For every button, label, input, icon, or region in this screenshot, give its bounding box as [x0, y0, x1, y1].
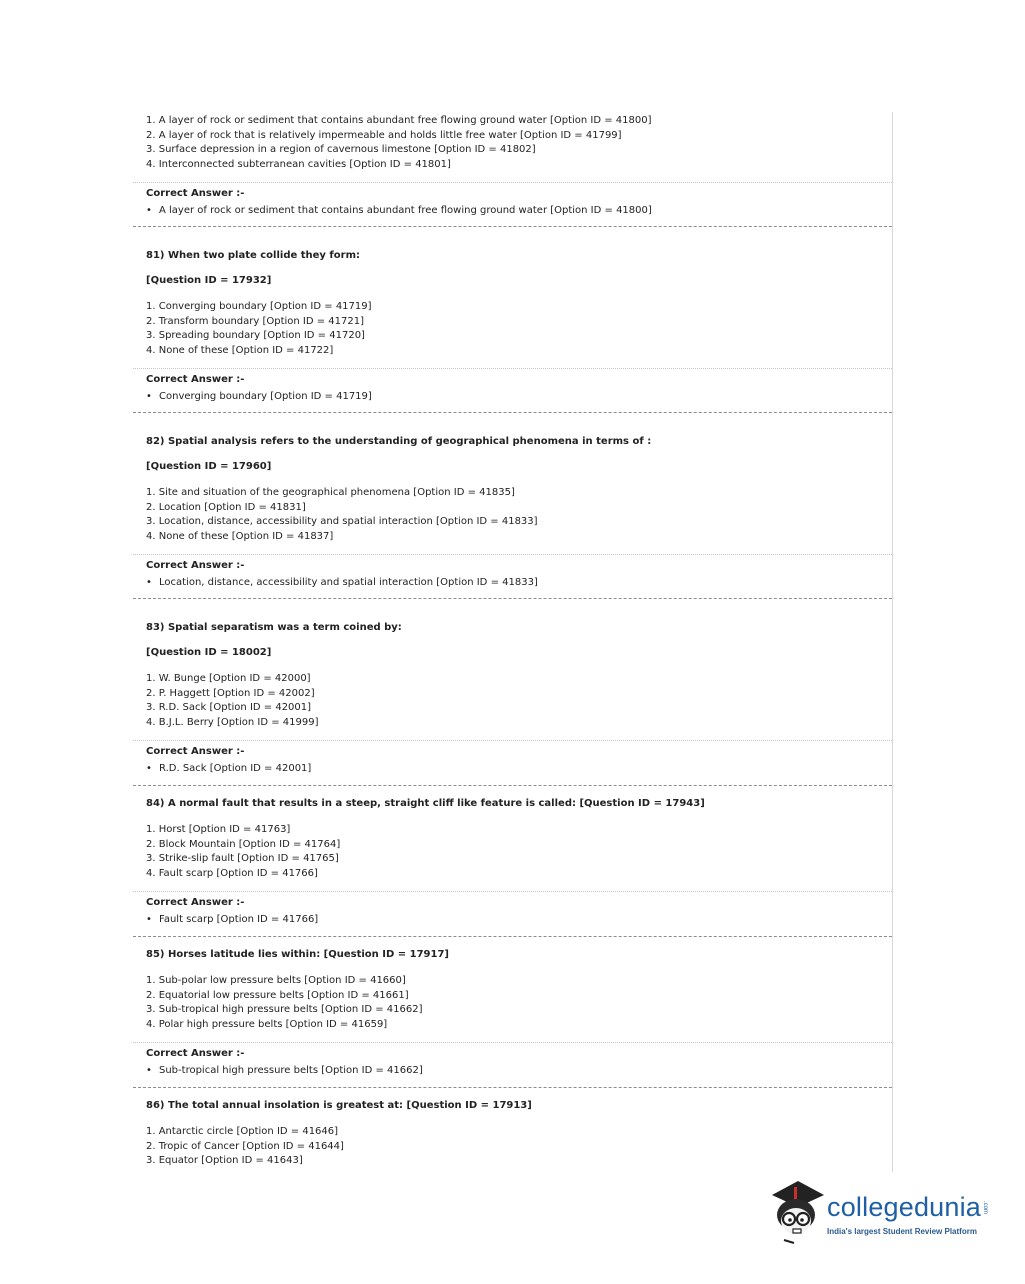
- question-title: 82) Spatial analysis refers to the understanding of geographical phenomena in terms of :: [146, 436, 652, 447]
- option: 1. W. Bunge [Option ID = 42000]: [146, 673, 311, 684]
- correct-answer: • R.D. Sack [Option ID = 42001]: [146, 763, 312, 774]
- option: 4. Polar high pressure belts [Option ID = 41659]: [146, 1018, 388, 1030]
- question-id: [Question ID = 17960]: [146, 461, 272, 472]
- question-title: 84) A normal fault that results in a steep, straight cliff like feature is called: [Question ID = 17943]: [146, 798, 705, 809]
- option: 1. Antarctic circle [Option ID = 41646]: [146, 1126, 339, 1137]
- correct-answer-label: Correct Answer :-: [146, 560, 245, 571]
- option: 1. Horst [Option ID = 41763]: [146, 824, 291, 835]
- option: 1. A layer of rock or sediment that contains abundant free flowing ground water [Option ID = 41800]: [146, 115, 652, 126]
- question-separator: [133, 1087, 892, 1088]
- divider: [133, 368, 892, 369]
- question-paper: [133, 112, 893, 1172]
- correct-answer: • Sub-tropical high pressure belts [Option ID = 41662]: [146, 1065, 423, 1076]
- option: 2. Transform boundary [Option ID = 41721]: [146, 315, 365, 327]
- option: 2. A layer of rock that is relatively impermeable and holds little free water [Option ID = 41799]: [146, 129, 622, 141]
- option: 2. P. Haggett [Option ID = 42002]: [146, 687, 315, 699]
- correct-answer: • Converging boundary [Option ID = 41719]: [146, 391, 372, 402]
- question-title: 86) The total annual insolation is greatest at: [Question ID = 17913]: [146, 1100, 532, 1111]
- correct-answer-label: Correct Answer :-: [146, 1048, 245, 1059]
- correct-answer: • Location, distance, accessibility and spatial interaction [Option ID = 41833]: [146, 577, 538, 588]
- correct-answer-label: Correct Answer :-: [146, 746, 245, 757]
- option: 3. Strike-slip fault [Option ID = 41765]: [146, 853, 339, 865]
- option-list: [146, 486, 538, 544]
- option: 2. Tropic of Cancer [Option ID = 41644]: [146, 1140, 344, 1152]
- question-separator: [133, 226, 892, 227]
- correct-answer-label: Correct Answer :-: [146, 897, 245, 908]
- correct-answer-label: Correct Answer :-: [146, 188, 245, 199]
- option: 1. Converging boundary [Option ID = 41719]: [146, 301, 372, 312]
- correct-answer: • Fault scarp [Option ID = 41766]: [146, 914, 319, 925]
- option: 3. R.D. Sack [Option ID = 42001]: [146, 702, 312, 714]
- option-list: [146, 672, 319, 730]
- logo-domain-suffix: .com: [982, 1201, 988, 1215]
- correct-answer-text: Fault scarp [Option ID = 41766]: [159, 914, 319, 925]
- correct-answer-text: Location, distance, accessibility and spatial interaction [Option ID = 41833]: [159, 577, 538, 588]
- divider: [133, 740, 892, 741]
- correct-answer-text: R.D. Sack [Option ID = 42001]: [159, 763, 312, 774]
- option: 4. None of these [Option ID = 41837]: [146, 530, 334, 542]
- logo-tagline: India's largest Student Review Platform: [827, 1227, 977, 1236]
- question-title: 83) Spatial separatism was a term coined by:: [146, 622, 402, 633]
- option: 4. B.J.L. Berry [Option ID = 41999]: [146, 716, 319, 728]
- option: 3. Spreading boundary [Option ID = 41720]: [146, 330, 365, 342]
- divider: [133, 1042, 892, 1043]
- option: 3. Equator [Option ID = 41643]: [146, 1155, 303, 1167]
- question-title: 81) When two plate collide they form:: [146, 250, 361, 261]
- mascot-icon: [768, 1177, 828, 1247]
- question-id: [Question ID = 17932]: [146, 275, 272, 286]
- question-separator: [133, 412, 892, 413]
- collegedunia-logo[interactable]: [768, 1177, 993, 1247]
- option: 3. Sub-tropical high pressure belts [Option ID = 41662]: [146, 1004, 423, 1016]
- divider: [133, 891, 892, 892]
- option: 3. Location, distance, accessibility and spatial interaction [Option ID = 41833]: [146, 516, 538, 528]
- option: 4. Fault scarp [Option ID = 41766]: [146, 867, 318, 879]
- option-list: [146, 114, 652, 172]
- option-list: [146, 1125, 344, 1169]
- correct-answer-text: Converging boundary [Option ID = 41719]: [159, 391, 372, 402]
- option: 4. None of these [Option ID = 41722]: [146, 344, 334, 356]
- option: 2. Location [Option ID = 41831]: [146, 501, 306, 513]
- option: 3. Surface depression in a region of cavernous limestone [Option ID = 41802]: [146, 144, 536, 156]
- question-id: [Question ID = 18002]: [146, 647, 272, 658]
- option-list: [146, 823, 340, 881]
- option: 2. Block Mountain [Option ID = 41764]: [146, 838, 341, 850]
- divider: [133, 554, 892, 555]
- option-list: [146, 974, 423, 1032]
- question-separator: [133, 785, 892, 786]
- correct-answer-text: A layer of rock or sediment that contains abundant free flowing ground water [Option ID = 41800]: [159, 205, 652, 216]
- option: 1. Site and situation of the geographical phenomena [Option ID = 41835]: [146, 487, 515, 498]
- option: 4. Interconnected subterranean cavities [Option ID = 41801]: [146, 158, 451, 170]
- question-title: 85) Horses latitude lies within: [Question ID = 17917]: [146, 949, 450, 960]
- option-list: [146, 300, 372, 358]
- correct-answer-label: Correct Answer :-: [146, 374, 245, 385]
- correct-answer-text: Sub-tropical high pressure belts [Option ID = 41662]: [159, 1065, 423, 1076]
- question-separator: [133, 936, 892, 937]
- option: 2. Equatorial low pressure belts [Option ID = 41661]: [146, 989, 409, 1001]
- correct-answer: • A layer of rock or sediment that contains abundant free flowing ground water [Option ID = 41800]: [146, 205, 652, 216]
- divider: [133, 182, 892, 183]
- question-separator: [133, 598, 892, 599]
- logo-wordmark: collegedunia: [827, 1192, 982, 1222]
- option: 1. Sub-polar low pressure belts [Option ID = 41660]: [146, 975, 406, 986]
